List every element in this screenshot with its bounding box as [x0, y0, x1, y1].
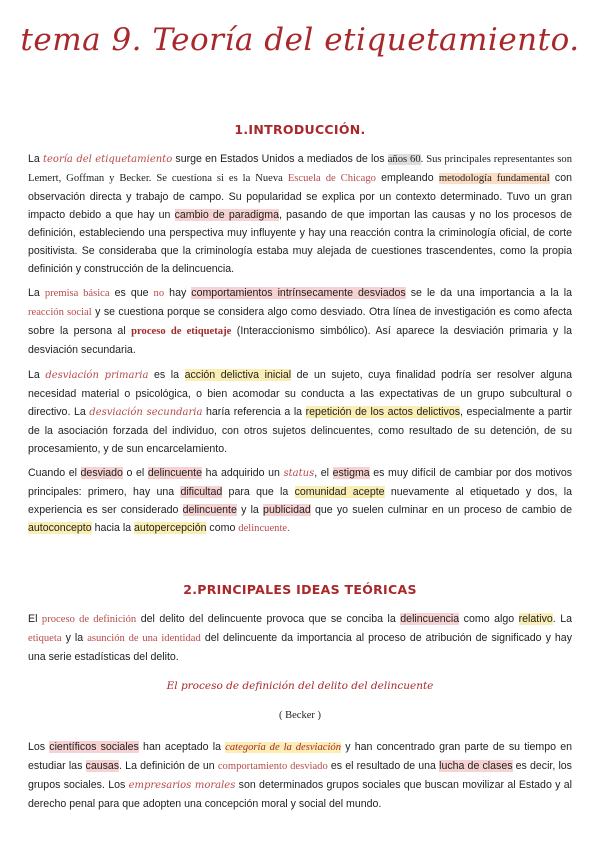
subheading-proceso-definicion: El proceso de definición del delito del delincuente: [166, 680, 434, 692]
paragraph-ideas-1: El proceso de definición del delito del delincuente provoca que se conciba la delincuencia como algo relativo. La etiqueta y la asunción de una identidad del delincuente da importancia al proceso de atribución de significado y hay una serie estadísticas del delito.: [28, 613, 572, 663]
paragraph-intro-2: La premisa básica es que no hay comportamientos intrínsecamente desviados se le da una importancia a la la reacción social y se cuestiona porque se considera algo como desviado. Otra línea de investigación es como afecta sobre la persona al proceso de etiquetaje (Interaccionismo simbólico). Así aparece la desviación primaria y la desviación secundaria.: [28, 287, 573, 356]
section-heading-ideas-teoricas: 2.PRINCIPALES IDEAS TEÓRICAS: [183, 582, 417, 597]
author-reference: ( Becker ): [279, 710, 321, 721]
page-title: tema 9. Teoría del etiquetamiento.: [20, 22, 580, 58]
paragraph-intro-3: La desviación primaria es la acción delictiva inicial de un sujeto, cuya finalidad podría ser resolver alguna necesidad material o psicológica, o bien acomodar su conducta a las expectativas de un grupo subcultural o directivo. La desviación secundaria haría referencia a la repetición de los actos delictivos, especialmente a partir de la asociación forzada del individuo, con otros sujetos delincuentes, como resultado de su detención, de su procesamiento, y de sun encarcelamiento.: [28, 369, 573, 455]
paragraph-ideas-2: Los científicos sociales han aceptado la categoría de la desviación y han concentrado gran parte de su tiempo en estudiar las causas. La definición de un comportamiento desviado es el resultado de una lucha de clases es decir, los grupos sociales. Los empresarios morales son determinados grupos sociales que buscan movilizar al Estado y al derecho penal para que adopten una concepción moral y social del mundo.: [28, 741, 572, 810]
paragraph-intro-1: La teoría del etiquetamiento surge en Estados Unidos a mediados de los años 60. Sus principales representantes son Lemert, Goffman y Becker. Se cuestiona si es la Nueva Escuela de Chicago empleando metodología fundamental con observación directa y trabajo de campo. Su popularidad se explica por un contexto determinado. Tuvo un gran impacto debido a que hay un cambio de paradigma, pasando de que importan las causas y no los procesos de definición, estableciendo una perspectiva muy influyente y hay una reacción contra la criminología oficial, de corte positivista. Se consideraba que la criminología estaba muy alejada de cuestiones trascendentes, como la propia definición y construcción de la delincuencia.: [28, 153, 573, 275]
section-heading-introduccion: 1.INTRODUCCIÓN.: [234, 122, 366, 137]
paragraph-intro-4: Cuando el desviado o el delincuente ha adquirido un status, el estigma es muy difícil de cambiar por dos motivos principales: primero, hay una dificultad para que la comunidad acepte nuevamente al etiquetado y dos, la experiencia es ser considerado delincuente y la publicidad que yo suelen culminar en un proceso de cambio de autoconcepto hacia la autopercepción como delincuente.: [28, 467, 573, 534]
